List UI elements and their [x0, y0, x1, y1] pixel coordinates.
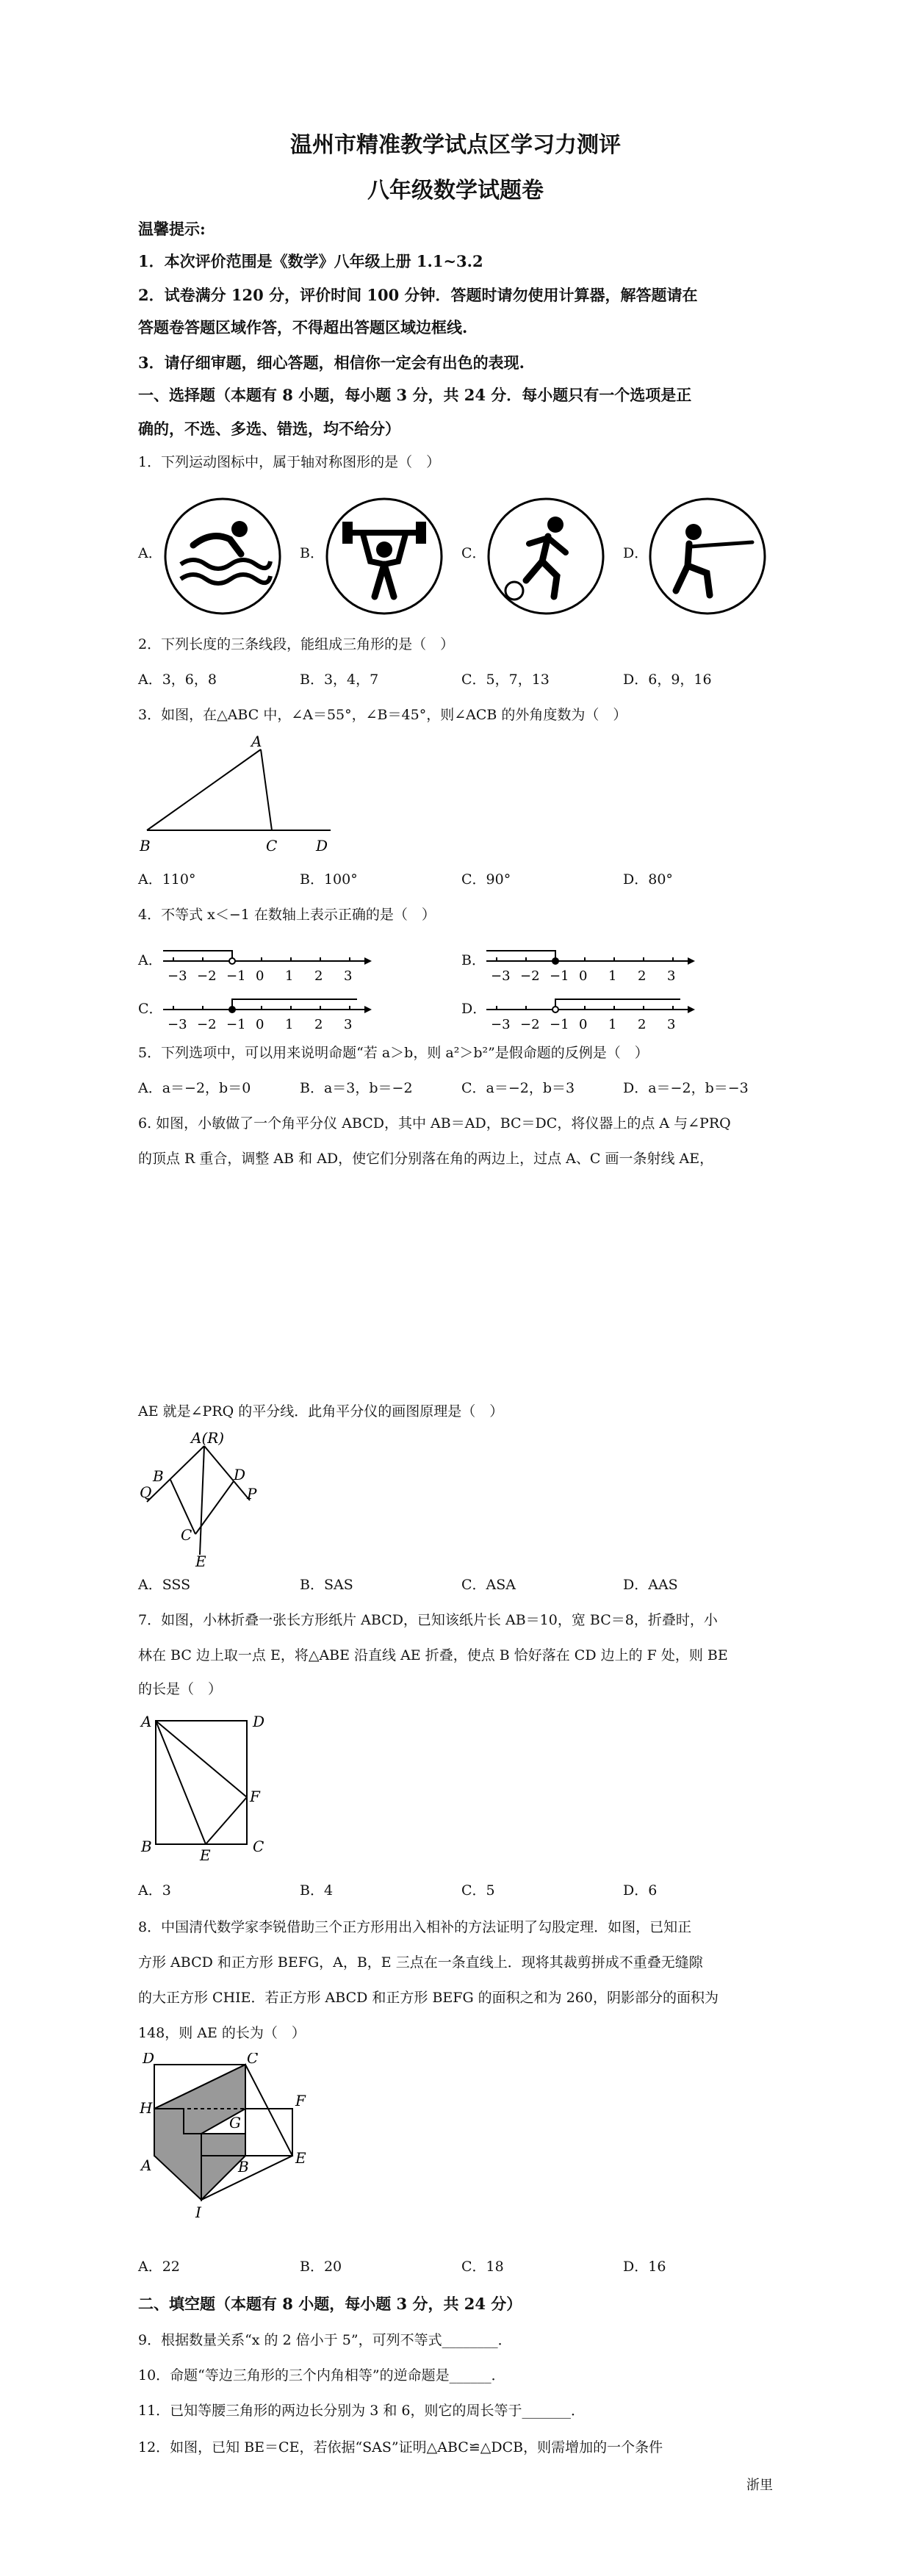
numberline-tick-label: −1	[550, 1017, 569, 1032]
numberline-tick-label: 0	[256, 968, 264, 984]
q4-numberline-d	[483, 987, 704, 1036]
exam-subtitle: 八年级数学试题卷	[367, 178, 544, 204]
q6-label-d: D	[234, 1466, 246, 1483]
q8-line4: 148，则 AE 的长为（ ）	[138, 2025, 306, 2041]
q6-line2: 的顶点 R 重合，调整 AB 和 AD，使它们分别落在角的两边上，过点 A、C 画一条射线 AE，	[138, 1151, 714, 1167]
q5-option-c: C．a＝−2，b＝3	[461, 1080, 575, 1096]
numberline-tick-label: 0	[579, 968, 588, 984]
q3-label-b: B	[140, 837, 151, 855]
q7-option-b: B．4	[300, 1882, 334, 1899]
q7-label-a: A	[141, 1713, 152, 1730]
q6-angle-bisector-figure	[140, 1430, 287, 1569]
numberline-tick-label: 2	[314, 1017, 323, 1032]
q2-stem: 2．下列长度的三条线段，能组成三角形的是（ ）	[138, 636, 455, 652]
q3-label-a: A	[251, 735, 262, 750]
solid-point	[229, 1007, 235, 1012]
numberline-tick-label: −3	[168, 968, 187, 984]
q2-option-b: B．3，4，7	[300, 672, 379, 688]
q9-stem: 9．根据数量关系“x 的 2 倍小于 5”，可列不等式________．	[138, 2332, 512, 2348]
numberline-tick-label: −3	[168, 1017, 187, 1032]
q8-label-d: D	[143, 2053, 155, 2067]
q6-line1: 6. 如图，小敏做了一个角平分仪 ABCD，其中 AB＝AD，BC＝DC，将仪器上的点 A 与∠PRQ	[138, 1115, 731, 1132]
q2-option-c: C．5，7，13	[461, 672, 550, 688]
q1-label-b: B．	[300, 545, 324, 561]
q8-option-a: A．22	[138, 2259, 180, 2275]
solution-ray	[555, 999, 680, 1010]
q6-option-a: A．SSS	[138, 1577, 191, 1593]
tip-3: 3．请仔细审题，细心答题，相信你一定会有出色的表现.	[138, 353, 525, 372]
open-point	[229, 958, 235, 964]
exam-title: 温州市精准教学试点区学习力测评	[290, 132, 621, 158]
q8-line2: 方形 ABCD 和正方形 BEFG，A，B，E 三点在一条直线上．现将其裁剪拼成不重叠无缝隙	[138, 1954, 703, 1971]
footer-mark: 浙里	[746, 2478, 773, 2493]
numberline-tick-label: 3	[344, 968, 353, 984]
numberline-tick-label: 3	[667, 968, 676, 984]
numberline-arrow	[364, 1006, 372, 1013]
numberline-tick-label: −1	[226, 968, 246, 984]
q8-line3: 的大正方形 CHIE．若正方形 ABCD 和正方形 BEFG 的面积之和为 260，阴影部分的面积为	[138, 1990, 719, 2006]
q7-label-c: C	[253, 1838, 264, 1855]
q5-option-a: A．a＝−2，b＝0	[138, 1080, 251, 1096]
numberline-tick-label: 2	[638, 1017, 647, 1032]
q6-option-b: B．SAS	[300, 1577, 353, 1593]
q3-label-d: D	[316, 837, 328, 855]
numberline-tick-label: 0	[256, 1017, 264, 1032]
numberline-tick-label: −3	[491, 1017, 511, 1032]
q7-label-f: F	[250, 1788, 260, 1805]
q2-option-a: A．3，6，8	[138, 672, 217, 688]
q7-option-d: D．6	[623, 1882, 658, 1899]
section1-line2: 确的，不选、多选、错选，均不给分）	[138, 420, 400, 438]
q4-numberline-c	[160, 987, 381, 1036]
solution-ray	[232, 999, 357, 1010]
numberline-tick-label: 2	[638, 968, 647, 984]
q8-option-c: C．18	[461, 2259, 504, 2275]
numberline-tick-label: 1	[608, 1017, 617, 1032]
numberline-tick-label: −2	[197, 968, 217, 984]
football-player-icon	[483, 494, 608, 619]
q8-label-f: F	[295, 2092, 306, 2109]
numberline-tick-label: −3	[491, 968, 511, 984]
q5-option-d: D．a＝−2，b＝−3	[623, 1080, 749, 1096]
q3-label-c: C	[266, 837, 278, 855]
q7-option-c: C．5	[461, 1882, 495, 1899]
q6-option-c: C．ASA	[461, 1577, 516, 1593]
q7-label-b: B	[141, 1838, 152, 1855]
tip-2b: 答题卷答题区域作答，不得超出答题区域边框线.	[138, 318, 468, 337]
q4-label-d: D．	[461, 1001, 487, 1017]
numberline-tick-label: −1	[226, 1017, 246, 1032]
weightlifter-icon	[322, 494, 447, 619]
solid-point	[552, 958, 558, 964]
q6-label-p: P	[247, 1485, 257, 1503]
numberline-tick-label: −1	[550, 968, 569, 984]
q8-label-h: H	[140, 2099, 153, 2117]
q12-stem: 12．如图，已知 BE＝CE，若依据“SAS”证明△ABC≌△DCB，则需增加的一个条件	[138, 2439, 663, 2456]
q8-label-b: B	[238, 2158, 249, 2176]
q8-option-d: D．16	[623, 2259, 666, 2275]
q1-label-d: D．	[623, 545, 649, 561]
tip-1: 1．本次评价范围是《数学》八年级上册 1.1~3.2	[138, 252, 483, 270]
q4-stem: 4．不等式 x＜−1 在数轴上表示正确的是（ ）	[138, 907, 436, 923]
q3-stem: 3．如图，在△ABC 中，∠A＝55°，∠B＝45°，则∠ACB 的外角度数为（ ）	[138, 707, 627, 723]
tips-heading: 温馨提示:	[138, 220, 206, 238]
tip-2a: 2．试卷满分 120 分，评价时间 100 分钟．答题时请勿使用计算器，解答题请在	[138, 286, 698, 304]
q8-option-b: B．20	[300, 2259, 342, 2275]
q6-option-d: D．AAS	[623, 1577, 678, 1593]
q6-label-e: E	[195, 1553, 206, 1569]
q7-line1: 7．如图，小林折叠一张长方形纸片 ABCD，已知该纸片长 AB＝10，宽 BC＝8，折叠时，小	[138, 1612, 718, 1628]
q3-option-c: C．90°	[461, 871, 511, 888]
q4-numberline-b	[483, 939, 704, 987]
q7-line3: 的长是（ ）	[138, 1681, 223, 1697]
open-point	[552, 1007, 558, 1012]
q3-triangle-figure	[140, 735, 360, 860]
numberline-tick-label: 3	[344, 1017, 353, 1032]
numberline-arrow	[364, 957, 372, 965]
q11-stem: 11．已知等腰三角形的两边长分别为 3 和 6，则它的周长等于_______．	[138, 2403, 585, 2419]
swimmer-icon	[160, 494, 285, 619]
q4-label-b: B．	[461, 952, 486, 968]
numberline-tick-label: 3	[667, 1017, 676, 1032]
numberline-tick-label: 1	[285, 1017, 294, 1032]
q6-label-ar: A(R)	[191, 1430, 225, 1447]
fencer-icon	[645, 494, 770, 619]
q10-stem: 10．命题“等边三角形的三个内角相等”的逆命题是______．	[138, 2367, 505, 2383]
numberline-tick-label: 1	[608, 968, 617, 984]
numberline-tick-label: 1	[285, 968, 294, 984]
numberline-arrow	[688, 957, 695, 965]
numberline-tick-label: −2	[520, 1017, 540, 1032]
q8-label-c: C	[247, 2053, 259, 2067]
numberline-tick-label: 0	[579, 1017, 588, 1032]
q3-option-d: D．80°	[623, 871, 673, 888]
q1-stem: 1．下列运动图标中，属于轴对称图形的是（ ）	[138, 454, 441, 470]
q6-line3: AE 就是∠PRQ 的平分线．此角平分仪的画图原理是（ ）	[138, 1403, 504, 1420]
q5-stem: 5．下列选项中，可以用来说明命题“若 a＞b，则 a²＞b²”是假命题的反例是（ ）	[138, 1045, 649, 1061]
q8-label-a: A	[141, 2156, 152, 2174]
q4-numberline-a	[160, 939, 381, 987]
q1-label-c: C．	[461, 545, 486, 561]
q3-option-a: A．110°	[138, 871, 196, 888]
q7-line2: 林在 BC 边上取一点 E，将△ABE 沿直线 AE 折叠，使点 B 恰好落在 CD 边上的 F 处，则 BE	[138, 1647, 728, 1663]
q8-label-i: I	[195, 2203, 201, 2221]
section2-heading: 二、填空题（本题有 8 小题，每小题 3 分，共 24 分）	[138, 2295, 522, 2313]
q1-label-a: A．	[138, 545, 162, 561]
q8-line1: 8．中国清代数学家李锐借助三个正方形用出入相补的方法证明了勾股定理．如图，已知正	[138, 1919, 692, 1935]
q6-label-c: C	[181, 1526, 192, 1544]
q4-label-c: C．	[138, 1001, 163, 1017]
q7-folded-rectangle-figure	[140, 1710, 287, 1865]
q4-label-a: A．	[138, 952, 162, 968]
q8-label-e: E	[295, 2149, 306, 2167]
q6-label-q: Q	[140, 1483, 152, 1501]
numberline-tick-label: 2	[314, 968, 323, 984]
numberline-tick-label: −2	[520, 968, 540, 984]
q8-squares-figure	[140, 2053, 316, 2244]
q3-option-b: B．100°	[300, 871, 358, 888]
q8-label-g: G	[229, 2114, 241, 2131]
numberline-tick-label: −2	[197, 1017, 217, 1032]
q7-label-e: E	[200, 1846, 211, 1864]
section1-line1: 一、选择题（本题有 8 小题，每小题 3 分，共 24 分．每小题只有一个选项是正	[138, 386, 692, 404]
numberline-arrow	[688, 1006, 695, 1013]
q7-option-a: A．3	[138, 1882, 171, 1899]
q2-option-d: D．6，9，16	[623, 672, 712, 688]
q6-label-b: B	[153, 1467, 164, 1485]
q5-option-b: B．a＝3，b＝−2	[300, 1080, 413, 1096]
q7-label-d: D	[253, 1713, 265, 1730]
